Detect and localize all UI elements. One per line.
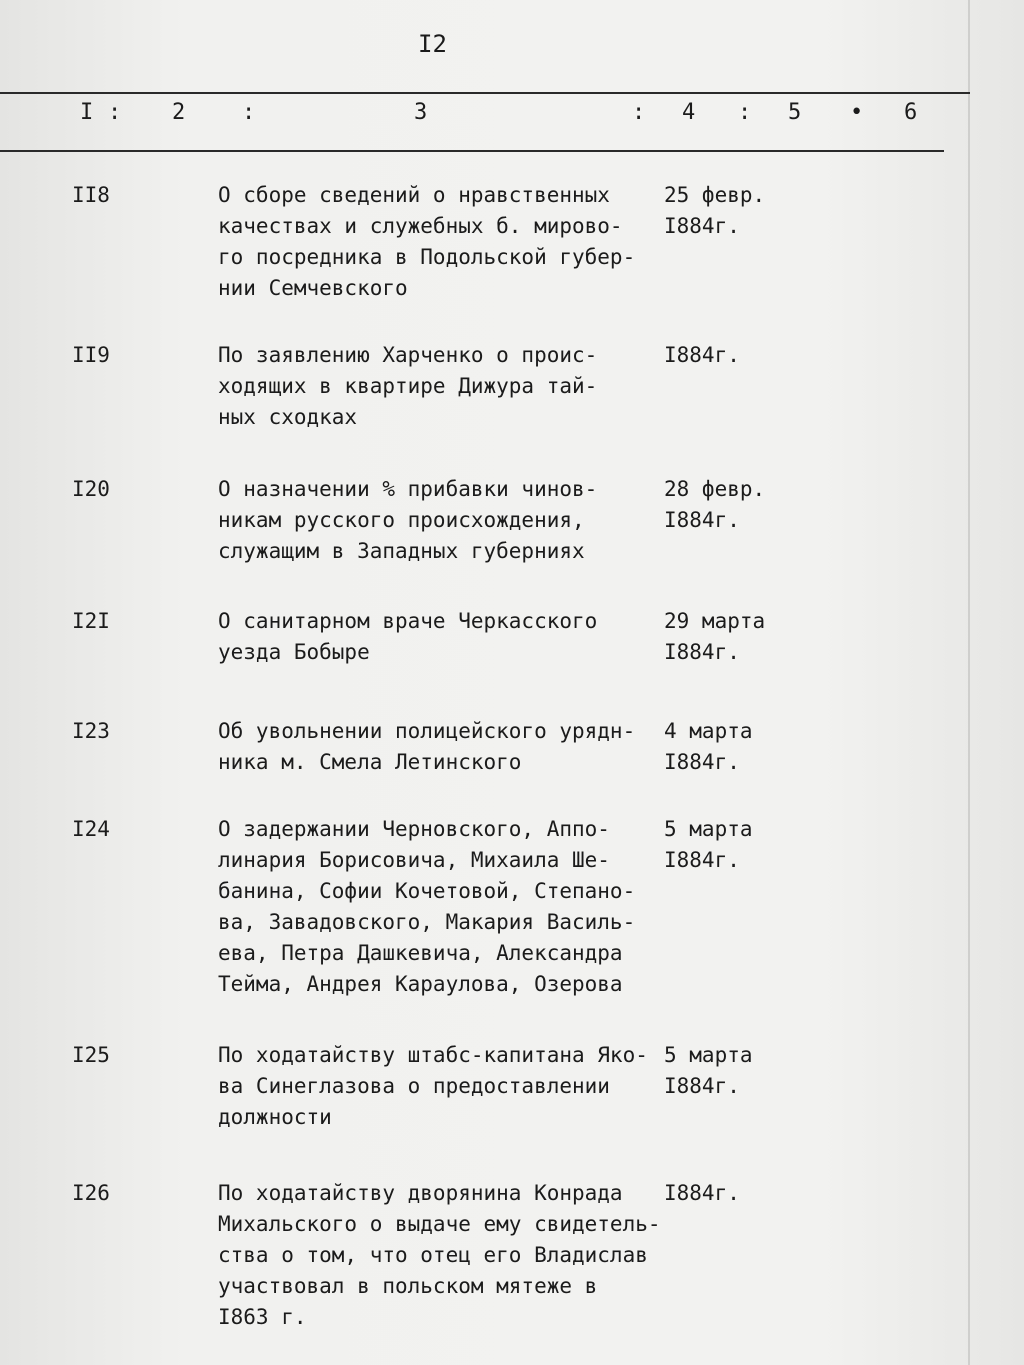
header-top-rule bbox=[0, 92, 970, 94]
row-title: О сборе сведений о нравственных качествах и служебных б. мирово- го посредника в Подольской губер- нии Семчевского bbox=[218, 183, 636, 300]
row-number: I20 bbox=[72, 477, 110, 501]
column-separator: : bbox=[632, 100, 646, 125]
column-header-2: 2 bbox=[172, 100, 186, 125]
column-separator: : bbox=[738, 100, 752, 125]
column-header-5: 5 bbox=[788, 100, 802, 125]
row-title: По ходатайству дворянина Конрада Михальского о выдаче ему свидетель- ства о том, что отец его Владислав участвовал в польском мятеже в I863 г. bbox=[218, 1181, 661, 1329]
row-date: 29 марта I884г. bbox=[664, 609, 766, 664]
column-separator: • bbox=[850, 100, 864, 125]
row-title: О санитарном враче Черкасского уезда Бобыре bbox=[218, 609, 598, 664]
row-number: I24 bbox=[72, 817, 110, 841]
row-number: II9 bbox=[72, 343, 110, 367]
column-separator: : bbox=[242, 100, 256, 125]
row-title: О назначении % прибавки чинов- никам русского происхождения, служащим в Западных губерниях bbox=[218, 477, 598, 563]
row-date: 4 марта I884г. bbox=[664, 719, 753, 774]
page-edge bbox=[968, 0, 970, 1365]
row-number: I2I bbox=[72, 609, 110, 633]
row-date: 5 марта I884г. bbox=[664, 1043, 753, 1098]
row-date: I884г. bbox=[664, 343, 740, 367]
row-title: Об увольнении полицейского урядн- ника м. Смела Летинского bbox=[218, 719, 636, 774]
column-header-3: 3 bbox=[414, 100, 428, 125]
row-number: I26 bbox=[72, 1181, 110, 1205]
row-number: I23 bbox=[72, 719, 110, 743]
header-bottom-rule bbox=[0, 150, 944, 152]
row-date: 5 марта I884г. bbox=[664, 817, 753, 872]
row-title: О задержании Черновского, Аппо- линария Борисовича, Михаила Ше- банина, Софии Кочетовой, Степано- ва, Завадовского, Макария Василь- ева, Петра Дашкевича, Александра Тейма, Андрея Караулова, Озерова bbox=[218, 817, 636, 996]
column-header-1: I bbox=[80, 100, 94, 125]
row-date: 25 февр. I884г. bbox=[664, 183, 766, 238]
column-header-4: 4 bbox=[682, 100, 696, 125]
page-number: I2 bbox=[418, 30, 447, 58]
column-header-6: 6 bbox=[904, 100, 918, 125]
row-date: I884г. bbox=[664, 1181, 740, 1205]
row-title: По ходатайству штабс-капитана Яко- ва Синеглазова о предоставлении должности bbox=[218, 1043, 648, 1129]
column-separator: : bbox=[108, 100, 122, 125]
row-date: 28 февр. I884г. bbox=[664, 477, 766, 532]
row-number: I25 bbox=[72, 1043, 110, 1067]
row-number: II8 bbox=[72, 183, 110, 207]
column-header-row bbox=[0, 100, 1024, 132]
row-title: По заявлению Харченко о проис- ходящих в квартире Дижура тай- ных сходках bbox=[218, 343, 598, 429]
